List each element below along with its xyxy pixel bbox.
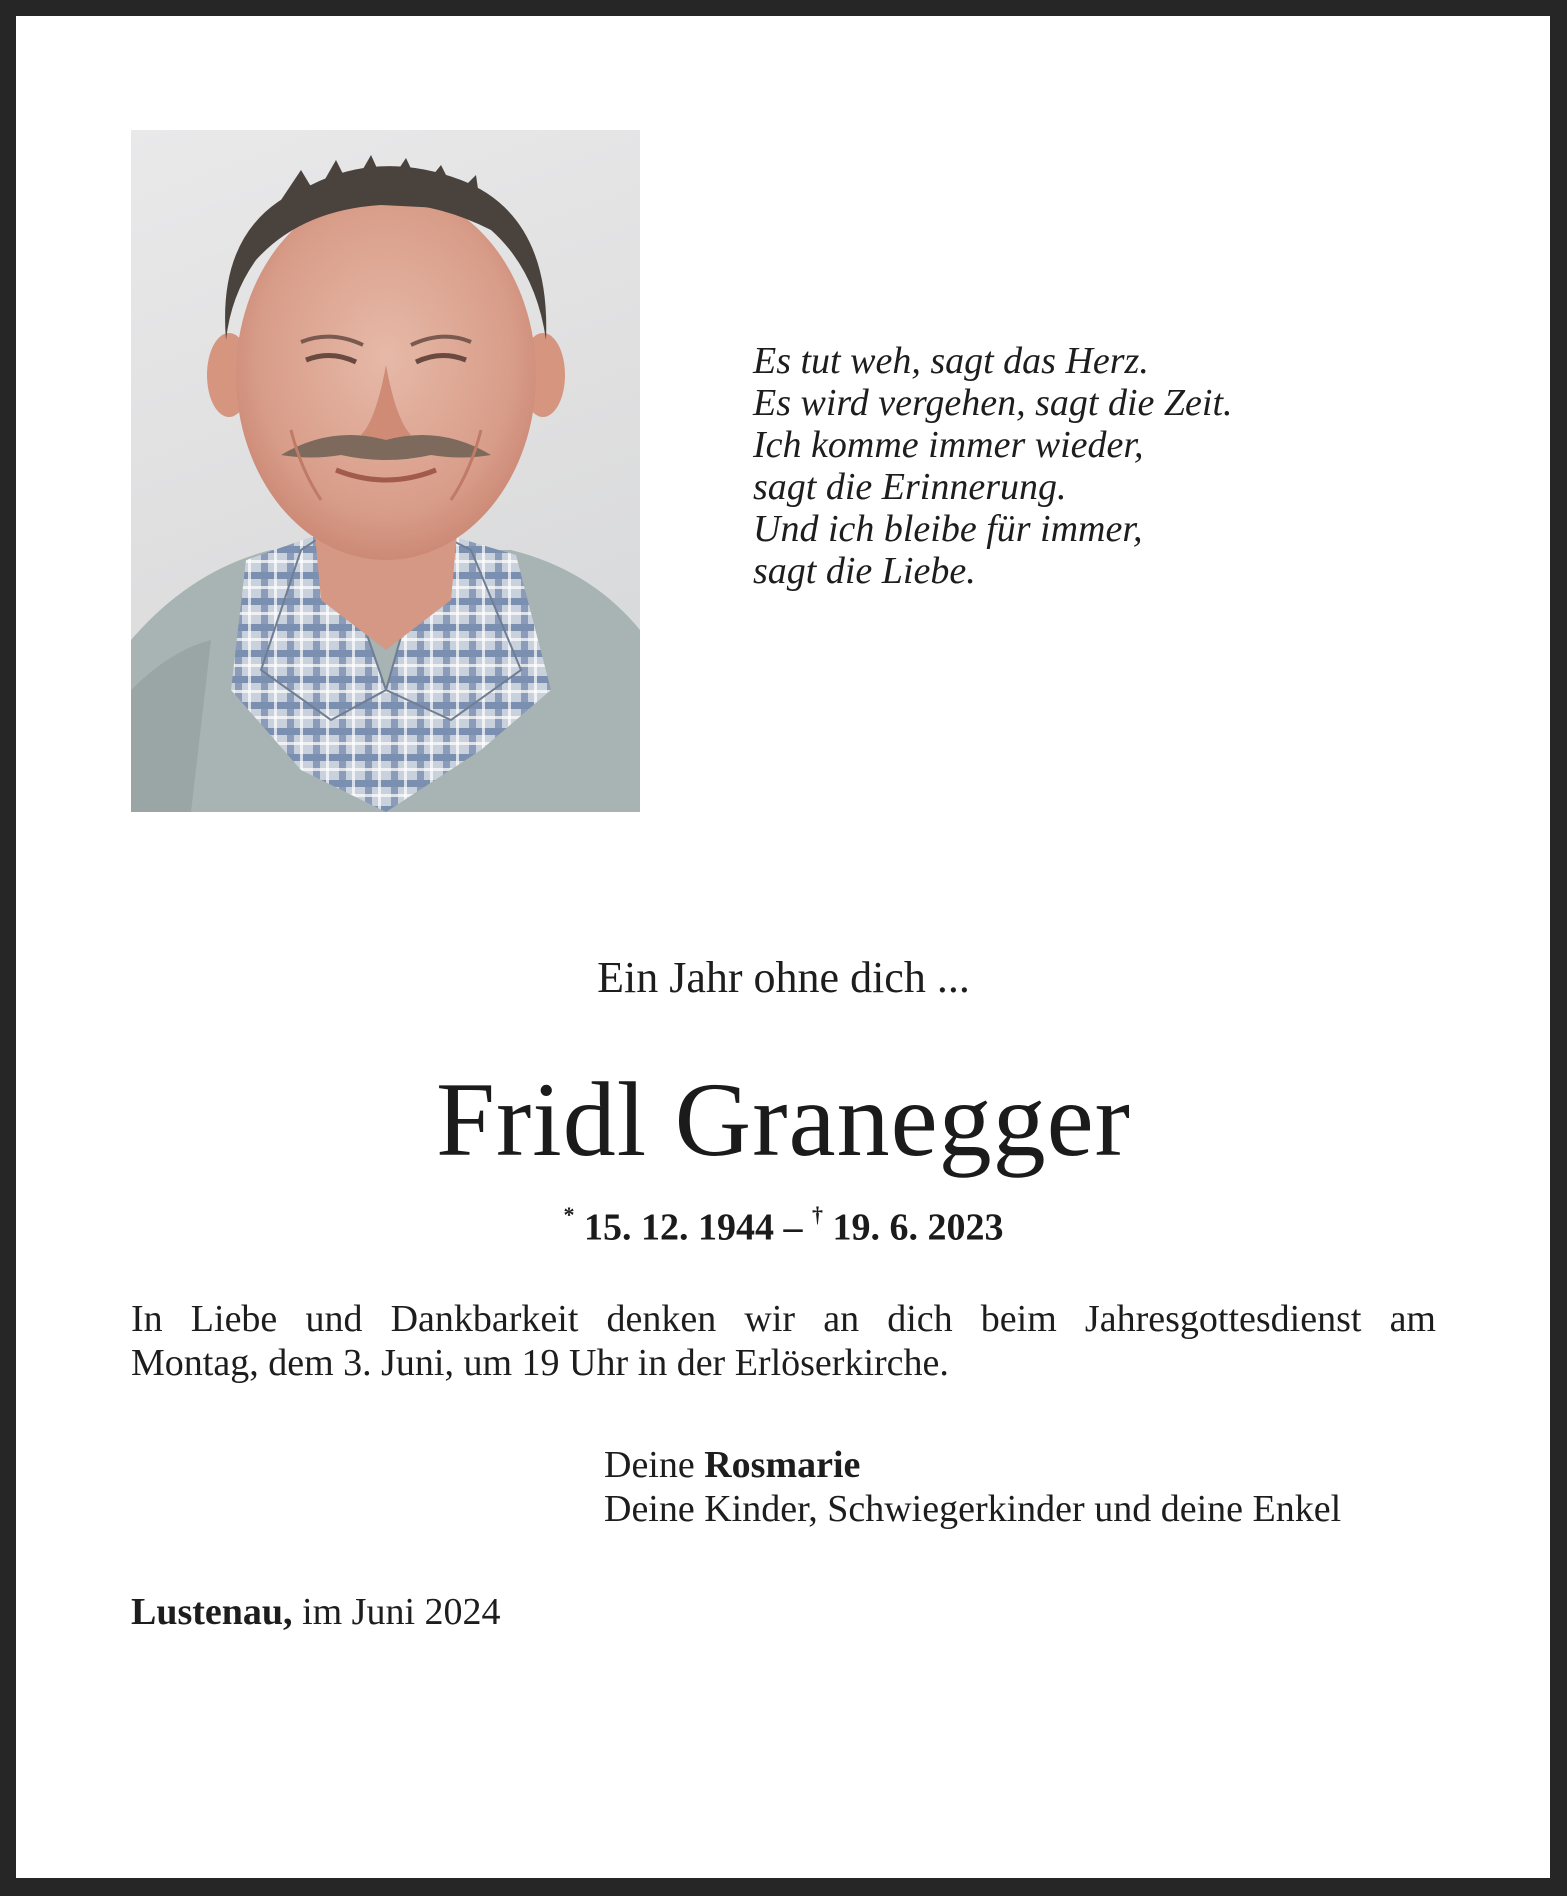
signature-prefix: Deine [604,1444,705,1486]
message-line: Montag, dem 3. Juni, um 19 Uhr in der Erlöserkirche. [131,1342,949,1384]
death-date: 19. 6. 2023 [832,1206,1004,1249]
place-date [131,1590,501,1634]
message-line: In Liebe und Dankbarkeit denken wir an dich beim Jahresgottesdienst am [131,1298,1436,1340]
memorial-message [131,1297,1436,1385]
date-separator: – [774,1206,812,1249]
birth-symbol: * [563,1202,575,1227]
signature-family: Deine Kinder, Schwiegerkinder und deine Enkel [604,1488,1342,1530]
poem-line: sagt die Liebe. [753,550,976,592]
poem [753,340,1233,592]
death-symbol: † [812,1202,823,1227]
poem-line: Und ich bleibe für immer, [753,508,1143,550]
poem-line: Es wird vergehen, sagt die Zeit. [753,382,1233,424]
place-city: Lustenau, [131,1591,293,1633]
signature-spouse: Rosmarie [704,1444,861,1486]
poem-line: Ich komme immer wieder, [753,424,1144,466]
signature-spouse-line [604,1443,1341,1487]
poem-line: Es tut weh, sagt das Herz. [753,340,1149,382]
birth-date: 15. 12. 1944 [584,1206,774,1249]
signature [604,1443,1341,1531]
deceased-name: Fridl Granegger [436,1061,1131,1178]
life-dates [0,1196,1567,1251]
place-month: im Juni 2024 [292,1591,501,1633]
poem-line: sagt die Erinnerung. [753,466,1067,508]
portrait-photo [131,130,640,812]
intro-text: Ein Jahr ohne dich ... [597,953,970,1002]
